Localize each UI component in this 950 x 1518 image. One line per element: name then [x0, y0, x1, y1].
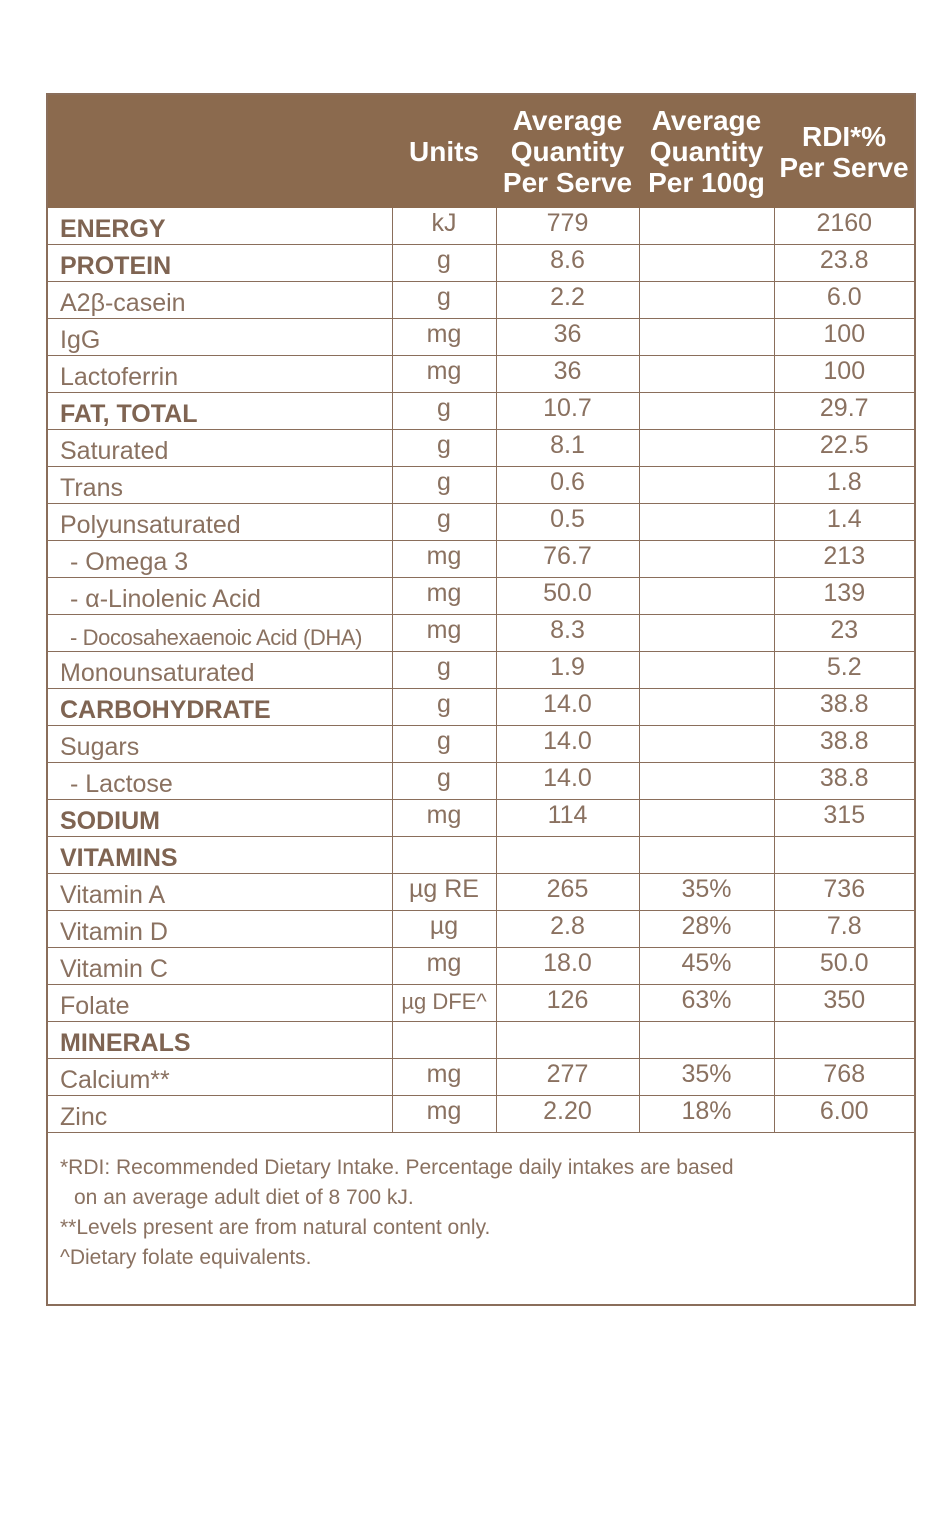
quantity-per-100g	[639, 837, 774, 874]
nutrient-units: µg RE	[392, 874, 496, 911]
table-row	[48, 763, 914, 800]
quantity-per-serve: 277	[496, 1059, 639, 1096]
nutrient-name: Lactoferrin	[48, 356, 392, 393]
nutrient-name: ENERGY	[48, 208, 392, 245]
nutrient-name: Folate	[48, 985, 392, 1022]
quantity-per-100g	[639, 615, 774, 652]
table-row	[48, 504, 914, 541]
quantity-per-100g	[639, 282, 774, 319]
quantity-per-100g	[639, 578, 774, 615]
nutrient-name: Sugars	[48, 726, 392, 763]
footnote-natural-content: **Levels present are from natural content only.	[60, 1216, 491, 1239]
nutrient-name: Polyunsaturated	[48, 504, 392, 541]
rdi-per-serve: 7.8	[774, 911, 914, 948]
table-row	[48, 467, 914, 504]
nutrient-name: Saturated	[48, 430, 392, 467]
quantity-per-serve: 779	[496, 208, 639, 245]
quantity-per-100g: 63%	[639, 985, 774, 1022]
rdi-per-serve: 29.7	[774, 393, 914, 430]
quantity-per-serve: 114	[496, 800, 639, 837]
quantity-per-serve: 14.0	[496, 726, 639, 763]
quantity-per-100g	[639, 763, 774, 800]
header-units-label: Units	[409, 136, 479, 167]
table-row	[48, 615, 914, 652]
rdi-per-serve: 22.5	[774, 430, 914, 467]
footnote-rdi-continued: on an average adult diet of 8 700 kJ.	[74, 1186, 414, 1209]
quantity-per-100g	[639, 356, 774, 393]
nutrient-units: mg	[392, 578, 496, 615]
header-rdi-line-2: Per Serve	[779, 151, 909, 183]
nutrient-units: g	[392, 393, 496, 430]
header-per-100g-line-3: Per 100g	[648, 167, 765, 198]
quantity-per-100g	[639, 504, 774, 541]
footnote-folate: ^Dietary folate equivalents.	[60, 1246, 312, 1269]
nutrient-units: mg	[392, 1059, 496, 1096]
quantity-per-100g	[639, 689, 774, 726]
quantity-per-serve: 10.7	[496, 393, 639, 430]
header-per-serve-line-3: Per Serve	[502, 167, 633, 198]
quantity-per-serve: 18.0	[496, 948, 639, 985]
nutrient-name: - Docosahexaenoic Acid (DHA)	[48, 615, 392, 652]
quantity-per-100g	[639, 467, 774, 504]
quantity-per-serve: 2.8	[496, 911, 639, 948]
nutrient-units: mg	[392, 800, 496, 837]
nutrient-name: Vitamin D	[48, 911, 392, 948]
nutrient-units: g	[392, 763, 496, 800]
rdi-per-serve: 736	[774, 874, 914, 911]
nutrient-units: µg	[392, 911, 496, 948]
quantity-per-100g: 35%	[639, 1059, 774, 1096]
table-row	[48, 208, 914, 245]
footnotes	[60, 1153, 900, 1273]
quantity-per-serve: 0.5	[496, 504, 639, 541]
quantity-per-100g	[639, 319, 774, 356]
rdi-per-serve: 350	[774, 985, 914, 1022]
rdi-per-serve: 315	[774, 800, 914, 837]
quantity-per-serve: 36	[496, 319, 639, 356]
rdi-per-serve: 6.00	[774, 1096, 914, 1133]
rdi-per-serve: 23	[774, 615, 914, 652]
quantity-per-100g	[639, 541, 774, 578]
header-per-serve	[496, 95, 639, 208]
rdi-per-serve: 23.8	[774, 245, 914, 282]
nutrient-units: g	[392, 652, 496, 689]
quantity-per-serve	[496, 837, 639, 874]
quantity-per-serve: 50.0	[496, 578, 639, 615]
nutrient-name: SODIUM	[48, 800, 392, 837]
nutrient-units: g	[392, 726, 496, 763]
rdi-per-serve: 213	[774, 541, 914, 578]
table-row	[48, 689, 914, 726]
table-row	[48, 948, 914, 985]
nutrient-name: Zinc	[48, 1096, 392, 1133]
nutrient-name: - Omega 3	[48, 541, 392, 578]
table-row	[48, 652, 914, 689]
quantity-per-100g	[639, 1022, 774, 1059]
nutrient-name: Vitamin C	[48, 948, 392, 985]
nutrient-name: PROTEIN	[48, 245, 392, 282]
table-row	[48, 282, 914, 319]
nutrient-name: VITAMINS	[48, 837, 392, 874]
table-row	[48, 541, 914, 578]
nutrient-units: µg DFE^	[392, 985, 496, 1022]
quantity-per-serve: 14.0	[496, 689, 639, 726]
header-per-100g	[639, 95, 774, 208]
header-per-serve-line-1: Average	[512, 105, 623, 136]
quantity-per-serve: 36	[496, 356, 639, 393]
nutrient-name: CARBOHYDRATE	[48, 689, 392, 726]
nutrition-panel	[46, 93, 916, 1306]
nutrient-name: Vitamin A	[48, 874, 392, 911]
header-nutrient	[48, 95, 392, 208]
nutrient-units: g	[392, 430, 496, 467]
table-row	[48, 356, 914, 393]
table-row	[48, 578, 914, 615]
table-row	[48, 874, 914, 911]
nutrient-units: g	[392, 504, 496, 541]
nutrient-units: mg	[392, 319, 496, 356]
rdi-per-serve: 38.8	[774, 689, 914, 726]
nutrient-name: FAT, TOTAL	[48, 393, 392, 430]
table-row	[48, 319, 914, 356]
table-row	[48, 430, 914, 467]
rdi-per-serve: 5.2	[774, 652, 914, 689]
table-row	[48, 800, 914, 837]
quantity-per-100g	[639, 800, 774, 837]
table-row	[48, 726, 914, 763]
nutrition-table	[48, 95, 914, 1133]
quantity-per-serve: 76.7	[496, 541, 639, 578]
header-per-serve-line-2: Quantity	[510, 136, 625, 167]
header-rdi-line-1: RDI*%	[801, 120, 886, 152]
rdi-per-serve: 100	[774, 356, 914, 393]
quantity-per-serve: 0.6	[496, 467, 639, 504]
rdi-per-serve: 50.0	[774, 948, 914, 985]
header-per-100g-line-1: Average	[651, 105, 762, 136]
nutrient-name: A2β-casein	[48, 282, 392, 319]
nutrient-name: IgG	[48, 319, 392, 356]
rdi-per-serve: 2160	[774, 208, 914, 245]
quantity-per-serve: 1.9	[496, 652, 639, 689]
rdi-per-serve: 38.8	[774, 726, 914, 763]
quantity-per-100g: 28%	[639, 911, 774, 948]
nutrient-name: Trans	[48, 467, 392, 504]
rdi-per-serve: 768	[774, 1059, 914, 1096]
nutrient-name: MINERALS	[48, 1022, 392, 1059]
rdi-per-serve: 139	[774, 578, 914, 615]
rdi-per-serve: 1.8	[774, 467, 914, 504]
quantity-per-100g: 45%	[639, 948, 774, 985]
quantity-per-100g	[639, 245, 774, 282]
nutrient-units: g	[392, 282, 496, 319]
rdi-per-serve: 38.8	[774, 763, 914, 800]
rdi-per-serve	[774, 837, 914, 874]
table-row	[48, 1059, 914, 1096]
quantity-per-100g	[639, 726, 774, 763]
header-per-100g-line-2: Quantity	[649, 136, 764, 167]
nutrient-units: g	[392, 689, 496, 726]
nutrient-units: mg	[392, 948, 496, 985]
nutrient-units: kJ	[392, 208, 496, 245]
rdi-per-serve: 6.0	[774, 282, 914, 319]
nutrient-name: - Lactose	[48, 763, 392, 800]
quantity-per-100g: 35%	[639, 874, 774, 911]
table-row	[48, 393, 914, 430]
header-units	[392, 95, 496, 208]
table-row	[48, 1096, 914, 1133]
nutrient-name: - α-Linolenic Acid	[48, 578, 392, 615]
nutrient-units: mg	[392, 1096, 496, 1133]
quantity-per-serve: 14.0	[496, 763, 639, 800]
nutrient-units: mg	[392, 541, 496, 578]
table-row	[48, 1022, 914, 1059]
quantity-per-serve	[496, 1022, 639, 1059]
quantity-per-serve: 8.3	[496, 615, 639, 652]
rdi-per-serve: 1.4	[774, 504, 914, 541]
table-header-row	[48, 95, 914, 208]
nutrient-units: mg	[392, 615, 496, 652]
nutrient-units: mg	[392, 356, 496, 393]
table-row	[48, 985, 914, 1022]
header-rdi	[774, 95, 914, 208]
nutrient-name: Monounsaturated	[48, 652, 392, 689]
rdi-per-serve: 100	[774, 319, 914, 356]
nutrient-units: g	[392, 467, 496, 504]
table-row	[48, 837, 914, 874]
table-row	[48, 911, 914, 948]
footnote-rdi: *RDI: Recommended Dietary Intake. Percentage daily intakes are based	[60, 1156, 734, 1179]
quantity-per-100g: 18%	[639, 1096, 774, 1133]
nutrient-name: Calcium**	[48, 1059, 392, 1096]
quantity-per-serve: 8.1	[496, 430, 639, 467]
quantity-per-serve: 265	[496, 874, 639, 911]
nutrient-units: g	[392, 245, 496, 282]
rdi-per-serve	[774, 1022, 914, 1059]
quantity-per-serve: 2.2	[496, 282, 639, 319]
table-row	[48, 245, 914, 282]
quantity-per-100g	[639, 652, 774, 689]
nutrient-units	[392, 1022, 496, 1059]
quantity-per-serve: 2.20	[496, 1096, 639, 1133]
quantity-per-serve: 8.6	[496, 245, 639, 282]
quantity-per-100g	[639, 393, 774, 430]
quantity-per-serve: 126	[496, 985, 639, 1022]
nutrition-table-body	[48, 208, 914, 1133]
quantity-per-100g	[639, 430, 774, 467]
nutrient-units	[392, 837, 496, 874]
quantity-per-100g	[639, 208, 774, 245]
